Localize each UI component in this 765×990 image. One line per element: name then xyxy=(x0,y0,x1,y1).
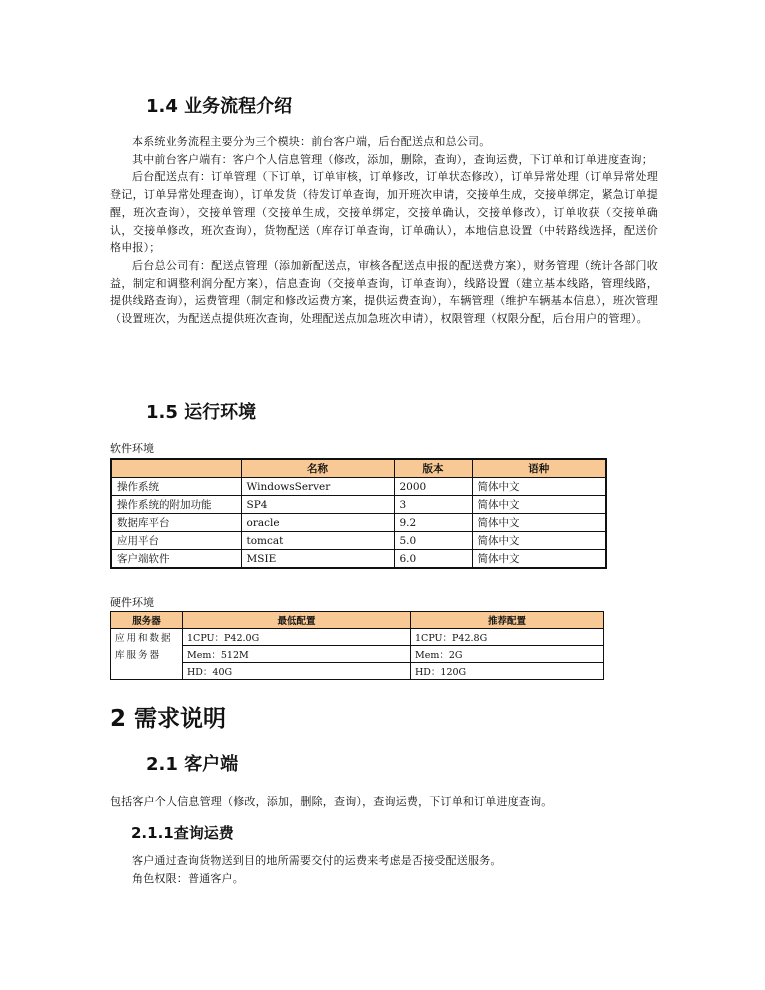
paragraph: 其中前台客户端有：客户个人信息管理（修改，添加，删除，查询），查询运费，下订单和订单进度查询； xyxy=(132,152,653,166)
table-header: 推荐配置 xyxy=(411,612,604,629)
software-env-label: 软件环境 xyxy=(110,442,154,455)
paragraph: 后台配送点有：订单管理（下订单，订单审核，订单修改，订单状态修改），订单异常处理（订单异常处理登记，订单异常处理查询），订单发货（待发订单查询，加开班次申请，交接单生成，交接单绑定，紧急订单提醒，班次查询），交接单管理（交接单生成，交接单绑定，交接单确认，交接单修改），订单收获（交接单确认，交接单修改，班次查询），货物配送（库存订单查询，订单确认），本地信息设置（中转路线选择，配送价格申报）； xyxy=(110,170,658,255)
table-cell: 9.2 xyxy=(394,514,472,532)
table-cell: 操作系统的附加功能 xyxy=(111,496,241,514)
hardware-env-label: 硬件环境 xyxy=(110,596,154,609)
table-cell: 操作系统 xyxy=(111,478,241,496)
hardware-table xyxy=(110,611,604,680)
table-cell: 2000 xyxy=(394,478,472,496)
table-cell: 客户端软件 xyxy=(111,550,241,569)
server-cell: 应用和数据库服务器 xyxy=(111,629,183,680)
table-cell: 简体中文 xyxy=(472,514,606,532)
paragraph: 包括客户个人信息管理（修改，添加，删除，查询），查询运费，下订单和订单进度查询。 xyxy=(110,795,553,808)
paragraph: 客户通过查询货物送到目的地所需要交付的运费来考虑是否接受配送服务。 xyxy=(132,854,502,867)
table-header: 名称 xyxy=(241,459,394,478)
table-cell: WindowsServer xyxy=(241,478,394,496)
section-1-5-heading: 1.5 运行环境 xyxy=(146,402,257,423)
table-header xyxy=(111,459,241,478)
section-2-1-heading: 2.1 客户端 xyxy=(146,754,239,775)
paragraph: 角色权限：普通客户。 xyxy=(132,871,244,885)
table-cell: 应用平台 xyxy=(111,532,241,550)
table-cell: tomcat xyxy=(241,532,394,550)
table-cell: 简体中文 xyxy=(472,532,606,550)
section-2-1-1-body xyxy=(110,852,658,887)
table-cell: 3 xyxy=(394,496,472,514)
table-row xyxy=(111,646,604,663)
table-cell: 1CPU：P42.0G xyxy=(183,629,411,646)
table-cell: 5.0 xyxy=(394,532,472,550)
section-1-4-heading: 1.4 业务流程介绍 xyxy=(146,96,293,117)
table-header: 服务器 xyxy=(111,612,183,629)
table-header: 版本 xyxy=(394,459,472,478)
table-header-row xyxy=(111,612,604,629)
table-cell: 1CPU：P42.8G xyxy=(411,629,604,646)
table-cell: 简体中文 xyxy=(472,496,606,514)
section-2-1-1-heading: 2.1.1查询运费 xyxy=(131,824,234,842)
table-header-row xyxy=(111,459,606,478)
table-cell: Mem：512M xyxy=(183,646,411,663)
table-row xyxy=(111,532,606,550)
table-row xyxy=(111,629,604,646)
table-row xyxy=(111,496,606,514)
table-header: 最低配置 xyxy=(183,612,411,629)
table-cell: Mem：2G xyxy=(411,646,604,663)
table-cell: 简体中文 xyxy=(472,478,606,496)
table-header: 语种 xyxy=(472,459,606,478)
table-cell: MSIE xyxy=(241,550,394,569)
table-row xyxy=(111,663,604,680)
table-row xyxy=(111,514,606,532)
table-row xyxy=(111,550,606,569)
table-row xyxy=(111,478,606,496)
table-cell: 数据库平台 xyxy=(111,514,241,532)
paragraph: 后台总公司有：配送点管理（添加新配送点，审核各配送点申报的配送费方案），财务管理（统计各部门收益，制定和调整利润分配方案），信息查询（交接单查询，订单查询），线路设置（建立基本线路，管理线路，提供线路查询），运费管理（制定和修改运费方案，提供运费查询），车辆管理（维护车辆基本信息），班次管理（设置班次，为配送点提供班次查询，处理配送点加急班次申请），权限管理（权限分配，后台用户的管理）。 xyxy=(110,258,658,326)
table-cell: 6.0 xyxy=(394,550,472,569)
table-cell: oracle xyxy=(241,514,394,532)
section-2-1-body xyxy=(110,793,658,811)
table-cell: 简体中文 xyxy=(472,550,606,569)
paragraph: 本系统业务流程主要分为三个模块：前台客户端，后台配送点和总公司。 xyxy=(132,135,491,148)
table-cell: HD：40G xyxy=(183,663,411,680)
section-2-heading: 2 需求说明 xyxy=(110,706,227,732)
software-table xyxy=(110,458,607,569)
table-cell: HD：120G xyxy=(411,663,604,680)
section-1-4-body xyxy=(110,133,658,328)
table-cell: SP4 xyxy=(241,496,394,514)
